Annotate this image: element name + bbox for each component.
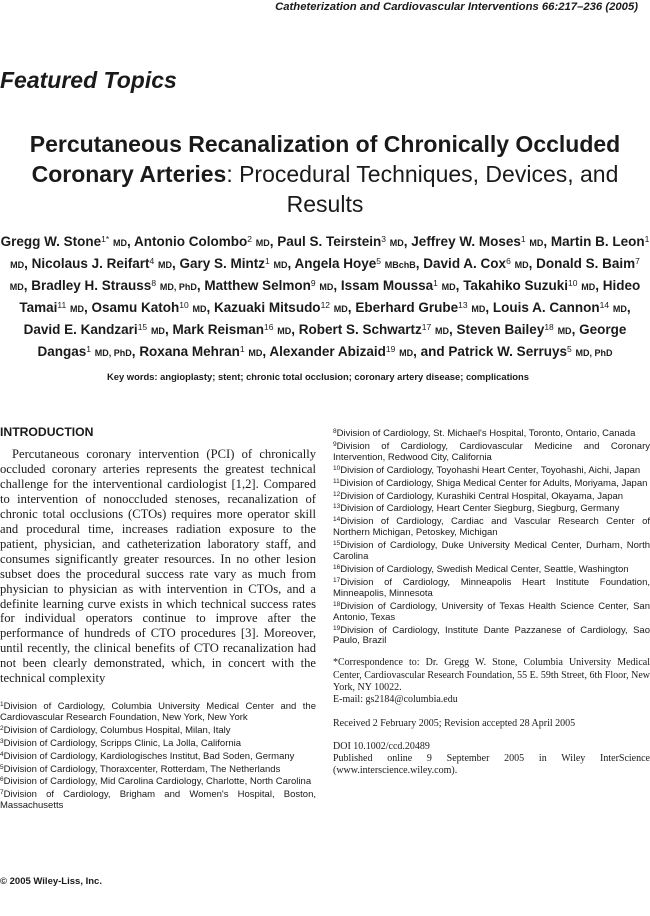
- author-list: Gregg W. Stone$^{1*}$ MD, Antonio Colombo$^2$ MD, Paul S. Teirstein$^3$ MD, Jeffrey W. Moses$^1$ MD, Martin B. Leon$^1$ MD, Nicolaus J. Reifart$^4$ MD, Gary S. Mintz$^1$ MD, Angela Hoye$^5$ MBchB, David A. Cox$^6$ MD, Donald S. Baim$^7$ MD, Bradley H. Strauss$^8$ MD, PhD, Matthew Selmon$^9$ MD, Issam Moussa$^1$ MD, Takahiko Suzuki$^{10}$ MD, Hideo Tamai$^{11}$ MD, Osamu Katoh$^{10}$ MD, Kazuaki Mitsudo$^{12}$ MD, Eberhard Grube$^{13}$ MD, Louis A. Cannon$^{14}$ MD, David E. Kandzari$^{15}$ MD, Mark Reisman$^{16}$ MD, Robert S. Schwartz$^{17}$ MD, Steven Bailey$^{18}$ MD, George Dangas$^1$ MD, PhD, Roxana Mehran$^1$ MD, Alexander Abizaid$^{19}$ MD, and Patrick W. Serruys$^5$ MD, PhD: [0, 234, 650, 359]
- author-name: Kazuaki Mitsudo: [214, 299, 321, 315]
- affiliation: [0, 750, 316, 763]
- author-degree: MD: [10, 259, 25, 270]
- author-degree: MD: [612, 303, 627, 314]
- affiliation: [333, 539, 650, 563]
- author: [493, 300, 627, 315]
- author-affiliation-mark: 1: [644, 234, 650, 244]
- author-name: Gregg W. Stone: [0, 234, 102, 249]
- author: [355, 300, 485, 315]
- affiliation-text: Division of Cardiology, Duke University Medical Center, Durham, North Carolina: [333, 540, 650, 563]
- author: [1, 234, 127, 249]
- author-name: Eberhard Grube: [355, 299, 459, 315]
- author-degree: MD: [557, 325, 572, 336]
- intro-heading: INTRODUCTION: [0, 425, 94, 439]
- affiliation-number: 11: [333, 477, 340, 485]
- affiliation-text: Division of Cardiology, Cardiac and Vascular Research Center of Northern Michigan, Petoskey, Michigan: [333, 516, 650, 539]
- affiliation: [333, 477, 650, 490]
- author-affiliation-mark: 8: [151, 277, 157, 288]
- affiliation-number: 5: [0, 763, 4, 771]
- affiliation-text: Division of Cardiology, Kardiologisches Institut, Bad Soden, Germany: [3, 750, 295, 762]
- author-affiliation-mark: 5: [566, 343, 572, 354]
- author-degree: MBchB: [384, 259, 416, 270]
- author-affiliation-mark: 1: [264, 255, 270, 266]
- author-degree: MD: [333, 303, 348, 314]
- affiliation-number: 13: [333, 503, 341, 511]
- title-bold-part: Percutaneous Recanalization of Chronically Occluded Coronary Arteries: [29, 131, 621, 187]
- author-degree: MD: [157, 259, 172, 270]
- affiliation-number: 7: [0, 789, 4, 797]
- author: [457, 322, 572, 337]
- author-degree: MD: [471, 303, 486, 314]
- author-affiliation-mark: 1: [86, 343, 92, 354]
- author-degree: MD: [112, 238, 127, 248]
- affiliation-text: Division of Cardiology, Minneapolis Heart Institute Foundation, Minneapolis, Minnesota: [333, 576, 650, 599]
- author: [204, 278, 333, 293]
- author-degree: MD: [399, 347, 414, 358]
- author: [179, 256, 287, 271]
- author-affiliation-mark: 10: [567, 277, 578, 288]
- author-affiliation-mark: 11: [57, 299, 67, 310]
- affiliation: [333, 515, 650, 539]
- title-rest: : Procedural Techniques, Devices, and Results: [226, 161, 619, 217]
- author-affiliation-mark: 9: [310, 277, 316, 288]
- author-degree: MD: [277, 325, 292, 336]
- author: [134, 234, 270, 249]
- author-affiliation-mark: 3: [381, 234, 387, 244]
- author-name: Roxana Mehran: [139, 343, 240, 359]
- affiliation-text: Division of Cardiology, Brigham and Women's Hospital, Boston, Massachusetts: [0, 789, 316, 812]
- affiliation: [0, 788, 316, 812]
- author-name: Gary S. Mintz: [179, 255, 265, 271]
- affiliation: [333, 502, 650, 515]
- affiliation: [333, 440, 650, 464]
- author-joiner: and: [420, 343, 449, 359]
- affiliation-number: 9: [333, 440, 337, 448]
- affiliation-number: 10: [333, 464, 341, 472]
- keywords: Key words: angioplasty; stent; chronic total occlusion; coronary artery disease; complications: [107, 371, 529, 382]
- author-affiliation-mark: 2: [247, 234, 252, 244]
- affiliation: [0, 700, 316, 724]
- affiliation: [333, 600, 650, 624]
- affiliation: [0, 763, 316, 776]
- affiliation-number: 19: [333, 624, 341, 632]
- author-degree: MD: [319, 281, 334, 292]
- author-affiliation-mark: 18: [544, 321, 554, 332]
- publication-info: [333, 741, 650, 778]
- affiliation-text: Division of Cardiology, Thoraxcenter, Rotterdam, The Netherlands: [3, 763, 281, 775]
- author-degree: MD: [441, 281, 456, 292]
- author-degree: MD: [435, 325, 450, 336]
- affiliation-text: Division of Cardiology, University of Texas Health Science Center, San Antonio, Texas: [333, 600, 650, 623]
- affiliation: [333, 427, 650, 440]
- author-degree: MD: [192, 303, 207, 314]
- author-name: Steven Bailey: [456, 321, 545, 337]
- author-name: Patrick W. Serruys: [448, 343, 567, 359]
- author-name: Bradley H. Strauss: [31, 277, 152, 293]
- author-affiliation-mark: 1*: [101, 234, 110, 244]
- author-affiliation-mark: 12: [320, 299, 331, 310]
- author-name: Antonio Colombo: [133, 234, 248, 249]
- author: [172, 322, 291, 337]
- copyright: © 2005 Wiley-Liss, Inc.: [0, 876, 102, 887]
- author-affiliation-mark: 1: [433, 277, 438, 288]
- correspondence-address: *Correspondence to: Dr. Gregg W. Stone, Columbia University Medical Center, Cardiovascular Research Foundation, 55 E. 59th Street, 6th Floor, New York, NY 10022.: [333, 657, 650, 693]
- author-affiliation-mark: 17: [421, 321, 432, 332]
- author: [411, 234, 543, 249]
- affiliation-text: Division of Cardiology, Toyohashi Heart Center, Toyohashi, Aichi, Japan: [340, 464, 641, 476]
- author-affiliation-mark: 19: [385, 343, 396, 354]
- author-degree: MD: [529, 238, 544, 248]
- published-online: Published online 9 September 2005 in Wiley InterScience (www.interscience.wiley.com).: [333, 753, 650, 777]
- author: [463, 278, 595, 293]
- affiliation-text: Division of Cardiology, Columbia University Medical Center and the Cardiovascular Research Foundation, New York, New York: [0, 701, 316, 723]
- author-degree: MD: [255, 238, 270, 248]
- author-affiliation-mark: 13: [458, 299, 468, 310]
- author-affiliation-mark: 4: [149, 255, 155, 266]
- author: [92, 300, 207, 315]
- affiliation-text: Division of Cardiology, Mid Carolina Cardiology, Charlotte, North Carolina: [3, 776, 312, 788]
- received-dates: Received 2 February 2005; Revision accepted 28 April 2005: [333, 717, 576, 729]
- author-degree: MD: [389, 238, 404, 248]
- author-name: Martin B. Leon: [550, 234, 645, 249]
- author: [299, 322, 449, 337]
- author-name: Robert S. Schwartz: [298, 321, 422, 337]
- affiliation-number: 3: [0, 737, 4, 745]
- intro-paragraph: Percutaneous coronary intervention (PCI) of chronically occluded coronary arteries represents the greatest technical challenge for the interventional cardiologist [1,2]. Compared to intervention of nonoccluded stenoses, recanalization of chronic total occlusions (CTOs) requires more operator skill and procedural time, increases radiation exposure to the patient, physician, and catheterization laboratory staff, and consumes significantly greater resources. In no other lesion subset does the procedural success rate vary as much from physician to physician as with intervention in CTOs, and a definite learning curve exists in which technical success rates for individual operators continue to improve after the performance of hundreds of CTO procedures [3]. Moreover, until recently, the clinical benefits of CTO recanalization had not been clearly demonstrated, which, in concert with the technical complexity: [0, 447, 316, 686]
- author: [341, 278, 456, 293]
- author: [32, 256, 172, 271]
- running-head: Catheterization and Cardiovascular Interventions 66:217–236 (2005): [275, 1, 638, 13]
- author: [423, 256, 528, 271]
- affiliation-number: 2: [0, 724, 4, 732]
- author: [269, 344, 413, 359]
- affiliation: [333, 576, 650, 600]
- author-name: Louis A. Cannon: [492, 299, 600, 315]
- author: [24, 322, 165, 337]
- author-degree: MD: [514, 259, 529, 270]
- article-title: [0, 129, 650, 219]
- author-affiliation-mark: 7: [635, 255, 640, 266]
- author-affiliation-mark: 1: [239, 343, 245, 354]
- affiliation-text: Division of Cardiology, St. Michael's Hospital, Toronto, Ontario, Canada: [336, 428, 636, 439]
- affiliations-left: [0, 700, 316, 812]
- affiliation-text: Division of Cardiology, Columbus Hospital, Milan, Italy: [3, 724, 231, 736]
- author-degree: MD: [9, 281, 24, 292]
- author-affiliation-mark: 15: [137, 321, 148, 332]
- affiliation-text: Division of Cardiology, Kurashiki Central Hospital, Okayama, Japan: [340, 490, 624, 502]
- author-name: Osamu Katoh: [91, 299, 180, 315]
- affiliation-number: 8: [333, 428, 337, 435]
- author-name: George Dangas: [37, 321, 627, 359]
- author: [295, 256, 416, 271]
- author-name: Jeffrey W. Moses: [411, 234, 521, 249]
- author-affiliation-mark: 14: [599, 299, 610, 310]
- author: [421, 344, 613, 359]
- correspondence-email: E-mail: gs2184@columbia.edu: [333, 694, 458, 706]
- affiliation: [0, 775, 316, 788]
- author-name: Nicolaus J. Reifart: [31, 255, 150, 271]
- author-affiliation-mark: 10: [179, 299, 189, 310]
- affiliation-number: 6: [0, 776, 4, 784]
- author: [31, 278, 197, 293]
- doi: DOI 10.1002/ccd.20489: [333, 740, 430, 752]
- author-name: Hideo Tamai: [19, 277, 641, 315]
- author-name: Alexander Abizaid: [269, 343, 386, 359]
- affiliation-text: Division of Cardiology, Shiga Medical Center for Adults, Moriyama, Japan: [339, 477, 648, 489]
- author-name: David E. Kandzari: [23, 321, 138, 337]
- author-degree: MD, PhD: [94, 347, 132, 358]
- affiliation: [333, 563, 650, 576]
- affiliation-number: 14: [333, 516, 341, 524]
- author-name: David A. Cox: [423, 255, 507, 271]
- affiliation-text: Division of Cardiology, Swedish Medical Center, Seattle, Washington: [340, 563, 629, 575]
- author-name: Issam Moussa: [340, 277, 434, 293]
- author: [139, 344, 262, 359]
- affiliation: [333, 464, 650, 477]
- left-column: [0, 425, 316, 686]
- affiliations-right: [333, 427, 650, 647]
- affiliation: [333, 490, 650, 503]
- affiliation-number: 16: [333, 563, 341, 571]
- affiliation-number: 1: [0, 701, 4, 708]
- author-name: Donald S. Baim: [536, 255, 636, 271]
- affiliation-text: Division of Cardiology, Institute Dante Pazzanese of Cardiology, Sao Paulo, Brazil: [333, 624, 650, 647]
- affiliation-number: 15: [333, 540, 341, 548]
- author-degree: MD: [70, 303, 85, 314]
- author-degree: MD: [273, 259, 288, 270]
- author: [214, 300, 348, 315]
- affiliation-number: 4: [0, 750, 4, 758]
- author-name: Paul S. Teirstein: [277, 234, 382, 249]
- affiliation-number: 17: [333, 576, 341, 584]
- author-degree: MD, PhD: [575, 347, 613, 358]
- author-affiliation-mark: 5: [376, 255, 382, 266]
- author-affiliation-mark: 1: [520, 234, 526, 244]
- author-degree: MD, PhD: [159, 281, 197, 292]
- affiliation-number: 12: [333, 490, 341, 498]
- section-label: Featured Topics: [0, 67, 177, 93]
- affiliation: [0, 737, 316, 750]
- affiliation-text: Division of Cardiology, Cardiovascular Medicine and Coronary Intervention, Redwood City, California: [333, 440, 650, 463]
- affiliation-text: Division of Cardiology, Scripps Clinic, La Jolla, California: [3, 737, 242, 749]
- author-affiliation-mark: 6: [506, 255, 511, 266]
- author-name: Mark Reisman: [172, 321, 264, 337]
- author-degree: MD: [581, 281, 596, 292]
- correspondence: [333, 657, 650, 706]
- author-degree: MD: [150, 325, 165, 336]
- author-affiliation-mark: 16: [264, 321, 274, 332]
- author-name: Angela Hoye: [294, 255, 377, 271]
- author: [277, 234, 404, 249]
- author-name: Matthew Selmon: [204, 277, 311, 293]
- affiliation-number: 18: [333, 600, 341, 608]
- affiliation: [0, 724, 316, 737]
- affiliation: [333, 624, 650, 648]
- author-name: Takahiko Suzuki: [463, 277, 568, 293]
- author-degree: MD: [248, 347, 263, 358]
- affiliation-text: Division of Cardiology, Heart Center Siegburg, Siegburg, Germany: [340, 503, 620, 515]
- right-column: [333, 427, 650, 778]
